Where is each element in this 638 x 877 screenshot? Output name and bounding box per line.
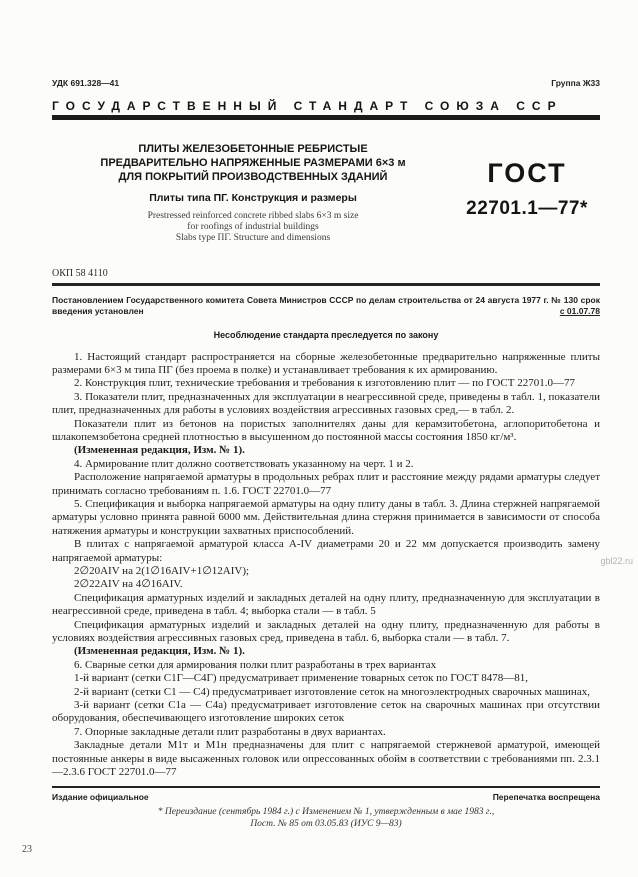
page-number: 23 <box>22 844 32 855</box>
group-code: Группа Ж33 <box>551 78 600 88</box>
title-line: ДЛЯ ПОКРЫТИЙ ПРОИЗВОДСТВЕННЫХ ЗДАНИЙ <box>118 171 388 183</box>
footnote-line: Пост. № 85 от 03.05.83 (ИУС 9—83) <box>250 818 402 829</box>
law-notice: Несоблюдение стандарта преследуется по закону <box>213 329 439 340</box>
title-block <box>52 142 600 244</box>
body-text <box>52 351 600 780</box>
body-paragraph: (Измененная редакция, Изм. № 1). <box>74 444 245 457</box>
document-title-en <box>52 211 454 244</box>
footer-divider <box>52 786 600 788</box>
body-paragraph: 7. Опорные закладные детали плит разработаны в двух вариантах. <box>74 725 386 738</box>
state-standard-heading: ГОСУДАРСТВЕННЫЙ СТАНДАРТ СОЮЗА ССР <box>52 99 563 113</box>
body-paragraph: 3-й вариант (сетки С1а — С4а) предусматривает изготовление сеток на сварочных машинах при отсутствии оборудования, обеспечивающего изготовление широких сеток <box>52 699 600 725</box>
body-paragraph: 2-й вариант (сетки С1 — С4) предусматривает изготовление сеток на многоэлектродных сварочных машинах, <box>74 685 590 698</box>
section-divider <box>52 283 600 286</box>
body-paragraph: 2∅20АIV на 2(1∅16АIV+1∅12АIV); <box>74 565 250 577</box>
body-paragraph: Спецификация арматурных изделий и закладных деталей на одну плиту, предназначенную для эксплуатации в неагрессивной среде, приведена в табл. 4; выборка стали — в табл. 5 <box>52 591 600 618</box>
body-paragraph: 6. Сварные сетки для армирования полки плит разработаны в трех вариантах <box>74 658 437 671</box>
title-line-en: Prestressed reinforced concrete ribbed slabs 6×3 m size <box>147 211 359 221</box>
standard-number-block <box>454 142 600 244</box>
body-paragraph: Показатели плит из бетонов на пористых заполнителях даны для керамзитобетона, аглопоритобетона и шлакопемзобетона средней плотностью в высушенном до постоянной массы состояния 1850 кг/м³. <box>52 417 600 443</box>
body-paragraph: Закладные детали М1т и М1н предназначены для плит с напрягаемой стержневой арматурой, имеющей постоянные анкеры в виде высаженных головок или опрессованных обойм в соответствии с требованиями пп. 2.3.1—2.3.6 ГОСТ 22701.0—77 <box>52 739 600 779</box>
document-title-ru <box>52 142 454 184</box>
body-paragraph: 1-й вариант (сетки С1Г—С4Г) предусматривает применение товарных сеток по ГОСТ 8478—81, <box>74 672 529 685</box>
heading-rule <box>52 115 600 120</box>
footnote-line: * Переиздание (сентябрь 1984 г.) с Изменением № 1, утвержденным в мае 1983 г., <box>157 806 495 817</box>
title-line: ПЛИТЫ ЖЕЛЕЗОБЕТОННЫЕ РЕБРИСТЫЕ <box>138 143 368 155</box>
site-watermark: gbl22.ru <box>600 556 633 566</box>
gost-label: ГОСТ <box>487 158 567 188</box>
title-line-en: Slabs type ПГ. Structure and dimensions <box>175 233 331 243</box>
reprint-prohibited-label: Перепечатка воспрещена <box>492 791 600 802</box>
body-paragraph: Расположение напрягаемой арматуры в продольных ребрах плит и расстояние между рядами арматуры следует принимать согласно требованиям п. 1.6. ГОСТ 22701.0—77 <box>52 471 600 497</box>
body-paragraph: 2. Конструкция плит, технические требования и требования к изготовлению плит — по ГОСТ 22701.0—77 <box>74 377 575 390</box>
body-paragraph: 2∅22АIV на 4∅16АIV. <box>74 578 183 591</box>
effective-date: с 01.07.78 <box>554 306 600 317</box>
title-line-en: for roofings of industrial buildings <box>187 222 319 232</box>
body-paragraph: В плитах с напрягаемой арматурой класса А-IV диаметрами 20 и 22 мм допускается производить замену напрягаемой арматуры: <box>52 538 600 564</box>
okp-code: ОКП 58 4110 <box>52 268 108 279</box>
document-subtitle: Плиты типа ПГ. Конструкция и размеры <box>149 192 357 204</box>
reissue-footnote <box>52 806 600 830</box>
title-left-column <box>52 142 454 244</box>
body-paragraph: 4. Армирование плит должно соответствовать указанному на черт. 1 и 2. <box>74 457 414 470</box>
decree-text: Постановлением Государственного комитета Совета Министров СССР по делам строительства от 24 августа 1977 г. № 130 срок введения установлен <box>52 294 600 316</box>
top-classification-row <box>52 78 600 88</box>
body-paragraph: 3. Показатели плит, предназначенных для эксплуатации в неагрессивной среде, приведены в табл. 1, показатели плит, предназначенных для работы в условиях воздействия агрессивных газовых сред,— в табл. 2. <box>52 390 600 417</box>
body-paragraph: Спецификация арматурных изделий и закладных деталей на одну плиту, предназначенную для работы в условиях воздействия агрессивных газовых сред, приведена в табл. 6, выборка стали — в табл. 7. <box>52 618 600 645</box>
gost-number: 22701.1—77* <box>466 198 588 219</box>
body-paragraph: 1. Настоящий стандарт распространяется на сборные железобетонные предварительно напряженные плиты размерами 6×3 м типа ПГ (без проема в полке) и устанавливает требования к их армированию. <box>52 350 600 376</box>
body-paragraph: (Измененная редакция, Изм. № 1). <box>74 645 245 658</box>
footer-row <box>52 792 600 802</box>
body-paragraph: 5. Спецификация и выборка напрягаемой арматуры на одну плиту даны в табл. 3. Длина стержней напрягаемой арматуры условно принята равной 6000 мм. Действительная длина стержня принимается в зависимости от способа натяжения арматуры и конструкции захватных приспособлений. <box>52 497 600 537</box>
official-edition-label: Издание официальное <box>52 791 149 802</box>
udk-code: УДК 691.328—41 <box>52 78 120 88</box>
decree-paragraph <box>52 295 600 317</box>
title-line: ПРЕДВАРИТЕЛЬНО НАПРЯЖЕННЫЕ РАЗМЕРАМИ 6×3 м <box>100 157 406 169</box>
